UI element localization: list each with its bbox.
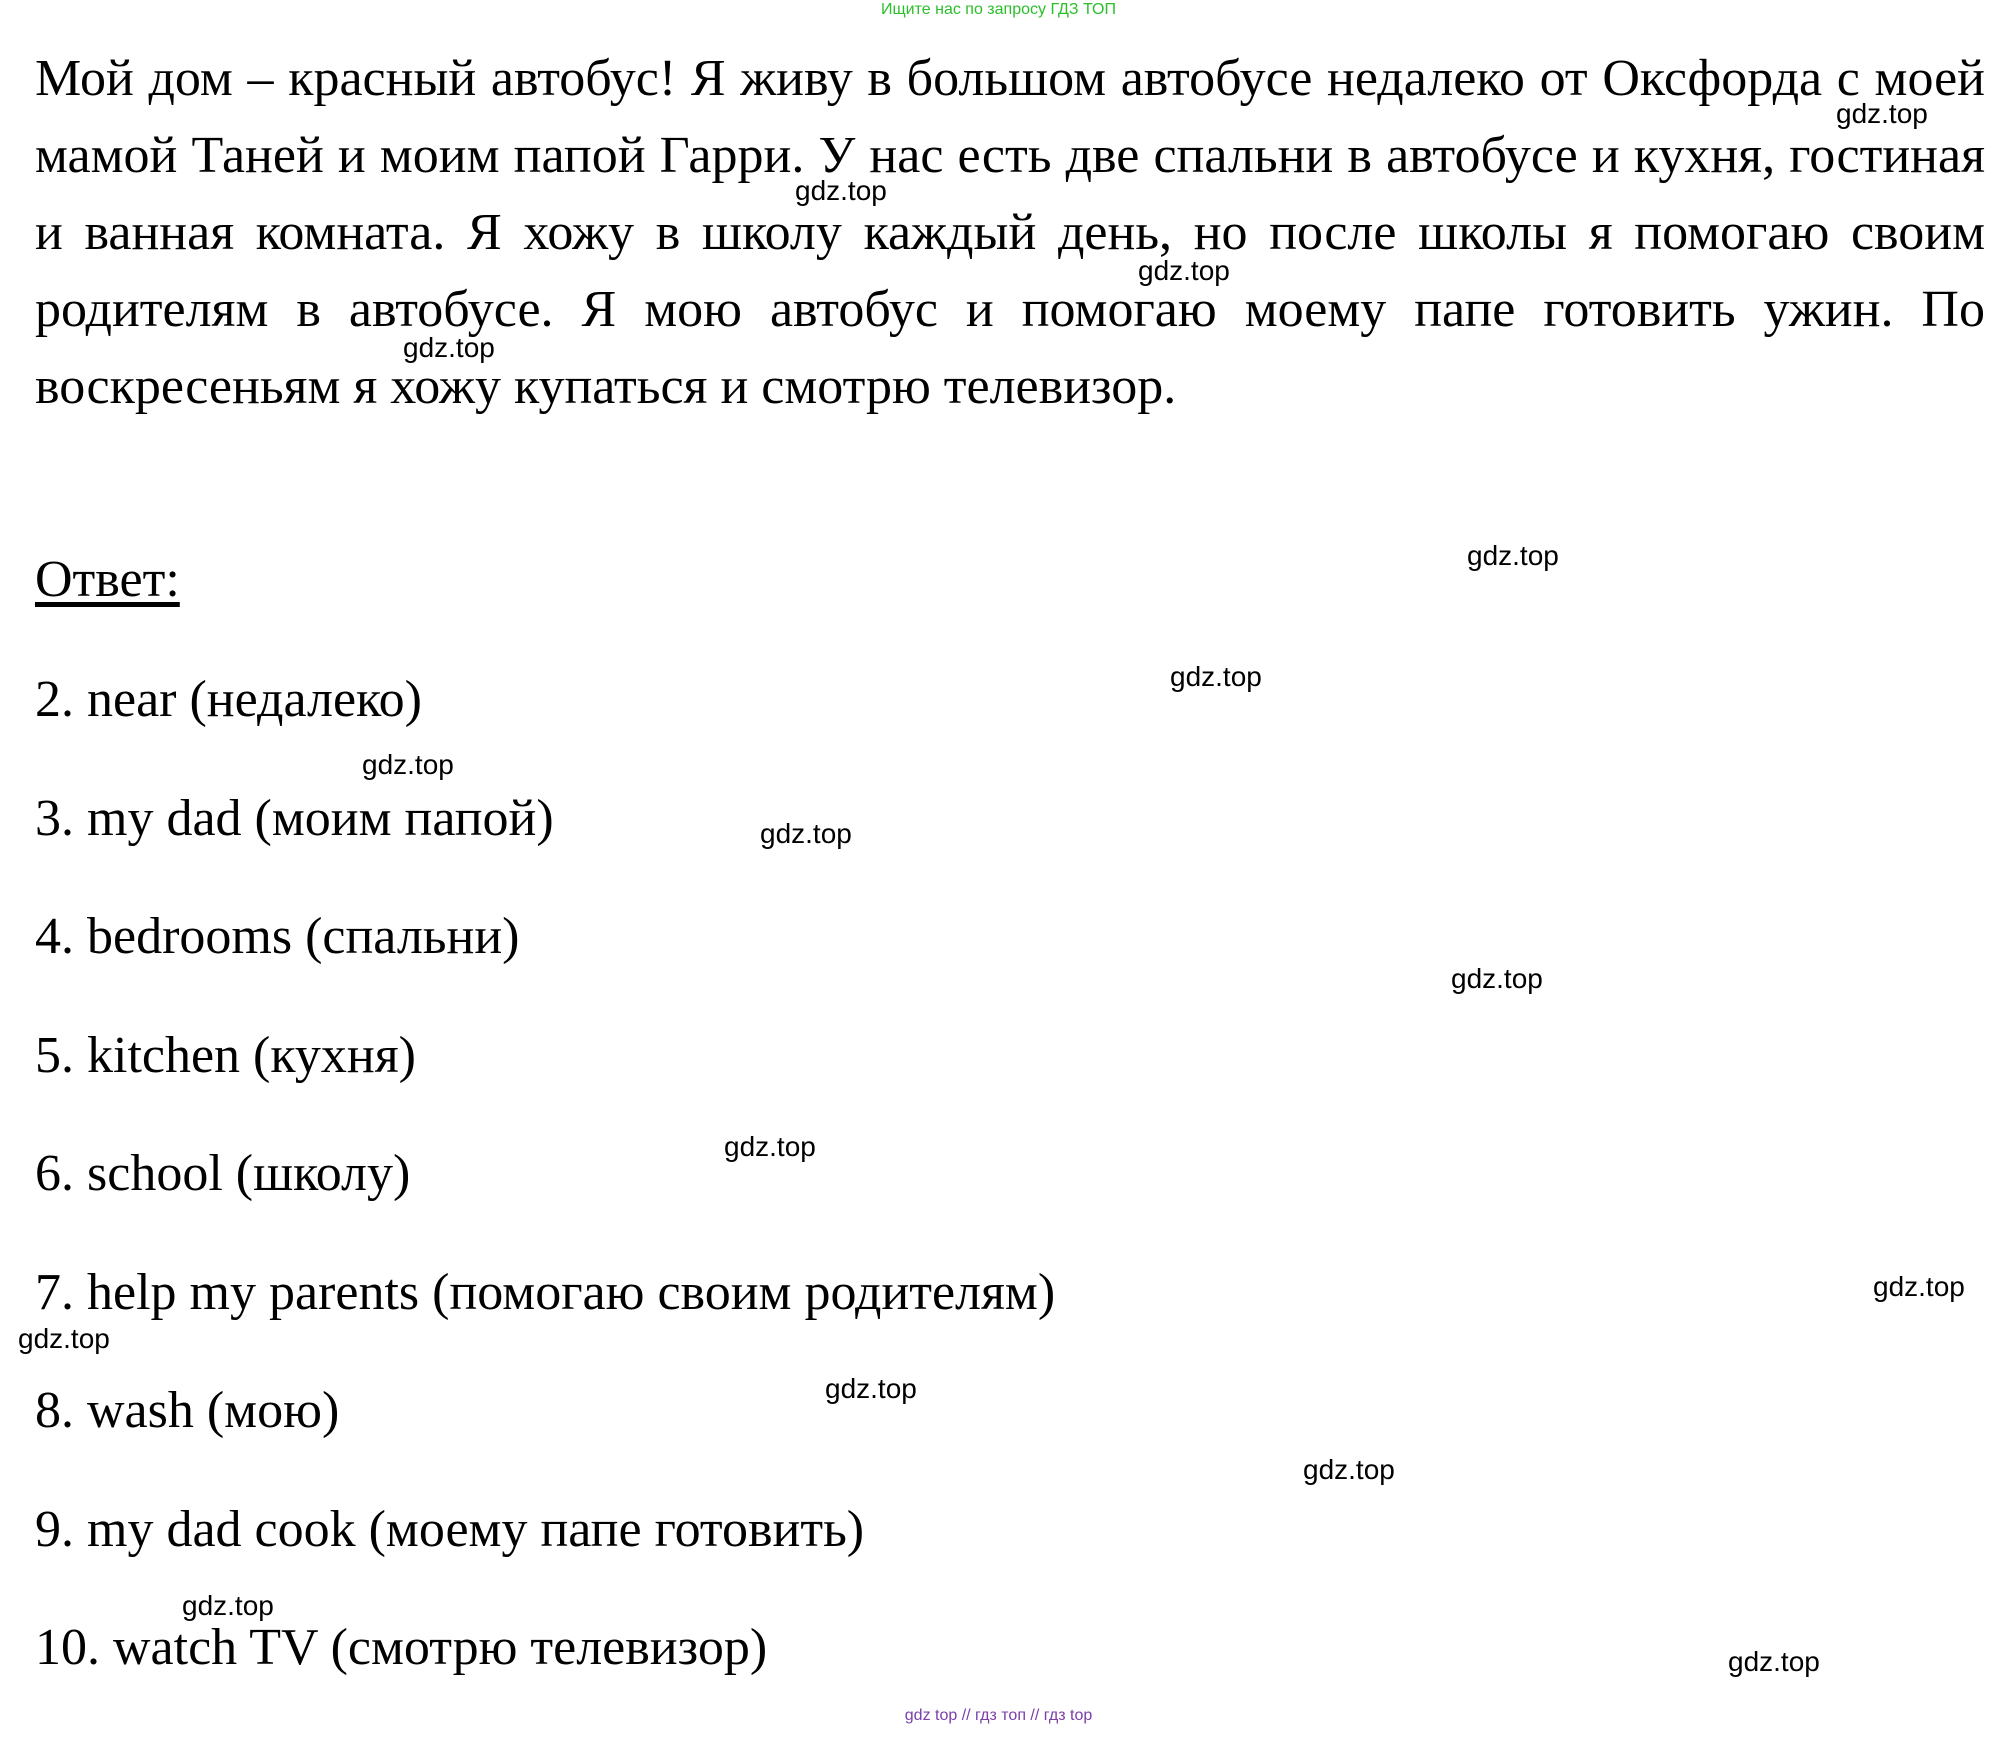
watermark: gdz.top	[1728, 1646, 1820, 1677]
watermark: gdz.top	[1170, 661, 1262, 692]
answer-item: 4. bedrooms (спальни)	[35, 908, 520, 965]
watermark: gdz.top	[1138, 255, 1230, 286]
watermark: gdz.top	[1303, 1454, 1395, 1485]
watermark: gdz.top	[1451, 963, 1543, 994]
watermark: gdz.top	[1467, 540, 1559, 571]
answer-list	[35, 670, 1055, 1737]
answer-item: 6. school (школу)	[35, 1145, 411, 1202]
watermark: gdz.top	[1873, 1271, 1965, 1302]
answer-heading: Ответ:	[35, 551, 180, 608]
watermark: gdz.top	[362, 749, 454, 780]
answer-item: 2. near (недалеко)	[35, 671, 422, 728]
watermark: gdz.top	[403, 332, 495, 363]
story-paragraph: Мой дом – красный автобус! Я живу в большом автобусе недалеко от Оксфорда с моей мамой Таней и моим папой Гарри. У нас есть две спальни в автобусе и кухня, гостиная и ванная комната. Я хожу в школу каждый день, но после школы я помогаю своим родителям в автобусе. Я мою автобус и помогаю моему папе готовить ужин. По воскресеньям я хожу купаться и смотрю телевизор.	[35, 50, 1985, 415]
answer-item: 9. my dad cook (моему папе готовить)	[35, 1500, 865, 1558]
answer-item: 10. watch TV (смотрю телевизор)	[35, 1619, 768, 1676]
watermark: gdz.top	[182, 1590, 274, 1621]
watermark: gdz.top	[795, 175, 887, 206]
answer-item: 5. kitchen (кухня)	[35, 1026, 416, 1084]
top-banner: Ищите нас по запросу ГДЗ ТОП	[881, 1, 1116, 18]
answer-item: 7. help my parents (помогаю своим родителям)	[35, 1263, 1056, 1321]
watermark: gdz.top	[724, 1131, 816, 1162]
answer-item: 8. wash (мою)	[35, 1382, 340, 1439]
watermark: gdz.top	[18, 1323, 110, 1354]
watermark: gdz.top	[1836, 98, 1928, 129]
watermark: gdz.top	[825, 1373, 917, 1404]
watermark: gdz.top	[760, 818, 852, 849]
answer-item: 3. my dad (моим папой)	[35, 789, 554, 847]
footer-watermark: gdz top // гдз топ // гдз top	[904, 1707, 1093, 1724]
